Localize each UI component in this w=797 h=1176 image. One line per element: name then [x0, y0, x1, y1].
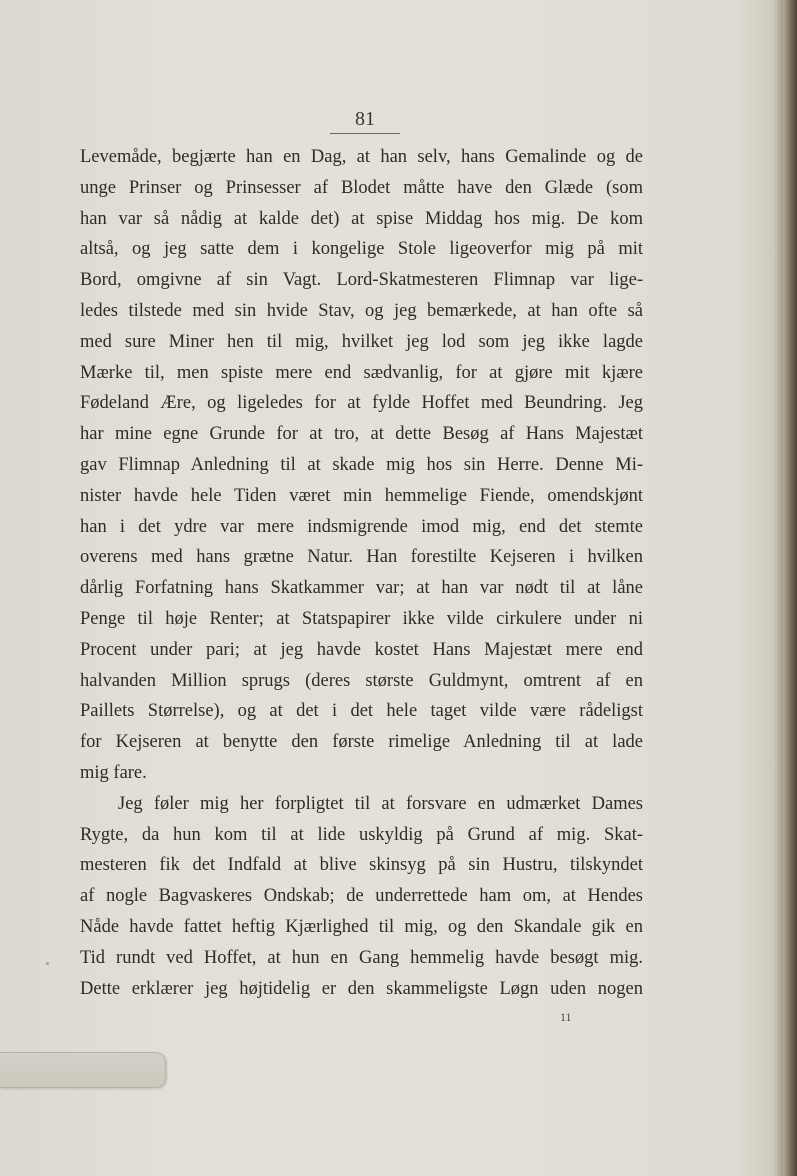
text-line: af nogle Bagvaskeres Ondskab; de underrettede ham om, at Hendes	[80, 886, 643, 907]
text-line: Mærke til, men spiste mere end sædvanlig, for at gjøre mit kjære	[80, 362, 643, 383]
text-line: for Kejseren at benytte den første rimelige Anledning til at lade	[80, 732, 643, 753]
text-line: halvanden Million sprugs (deres største Guldmynt, omtrent af en	[80, 670, 643, 691]
text-line: gav Flimnap Anledning til at skade mig hos sin Herre. Denne Mi-	[80, 454, 643, 475]
paper-speck	[46, 962, 49, 965]
text-line: mesteren fik det Indfald at blive skinsyg på sin Hustru, tilskyndet	[80, 855, 643, 876]
page-edge	[783, 0, 797, 1176]
text-line: Bord, omgivne af sin Vagt. Lord-Skatmesteren Flimnap var lige-	[80, 270, 643, 291]
text-line: Procent under pari; at jeg havde kostet Hans Majestæt mere end	[80, 639, 643, 660]
page-number: 81	[355, 108, 375, 130]
text-line: han i det ydre var mere indsmigrende imod mig, end det stemte	[80, 516, 643, 537]
text-line: han var så nådig at kalde det) at spise Middag hos mig. De kom	[80, 208, 643, 229]
signature-mark: 11	[560, 1010, 572, 1024]
text-line: Levemåde, begjærte han en Dag, at han selv, hans Gemalinde og de	[80, 147, 643, 167]
text-line: Paillets Størrelse), og at det i det hele taget vilde være rådeligst	[80, 701, 643, 722]
text-line: Tid rundt ved Hoffet, at hun en Gang hemmelig havde besøgt mig.	[80, 947, 643, 968]
text-line: mig fare.	[80, 762, 147, 783]
text-line: Fødeland Ære, og ligeledes for at fylde Hoffet med Beundring. Jeg	[80, 393, 643, 414]
text-line: Rygte, da hun kom til at lide uskyldig på Grund af mig. Skat-	[80, 824, 643, 845]
library-label-tab	[0, 1052, 166, 1088]
text-line: har mine egne Grunde for at tro, at dette Besøg af Hans Majestæt	[80, 424, 643, 445]
text-line: Penge til høje Renter; at Statspapirer ikke vilde cirkulere under ni	[80, 608, 643, 629]
text-line: nister havde hele Tiden været min hemmelige Fiende, omendskjønt	[80, 485, 643, 506]
text-line: Jeg føler mig her forpligtet til at forsvare en udmærket Dames	[118, 793, 643, 814]
text-line: dårlig Forfatning hans Skatkammer var; at han var nødt til at låne	[80, 578, 643, 599]
text-line: ledes tilstede med sin hvide Stav, og jeg bemærkede, at han ofte så	[80, 300, 643, 321]
body-text	[80, 142, 643, 1004]
text-line: Dette erklærer jeg højtidelig er den skammeligste Løgn uden nogen	[80, 978, 643, 999]
text-line: unge Prinser og Prinsesser af Blodet måtte have den Glæde (som	[80, 177, 643, 198]
text-line: overens med hans grætne Natur. Han forestilte Kejseren i hvilken	[80, 547, 643, 568]
text-line: altså, og jeg satte dem i kongelige Stole ligeoverfor mig på mit	[80, 239, 643, 260]
page-number-rule	[330, 133, 400, 134]
text-line: med sure Miner hen til mig, hvilket jeg lod som jeg ikke lagde	[80, 331, 643, 352]
text-line: Nåde havde fattet heftig Kjærlighed til mig, og den Skandale gik en	[80, 916, 643, 937]
